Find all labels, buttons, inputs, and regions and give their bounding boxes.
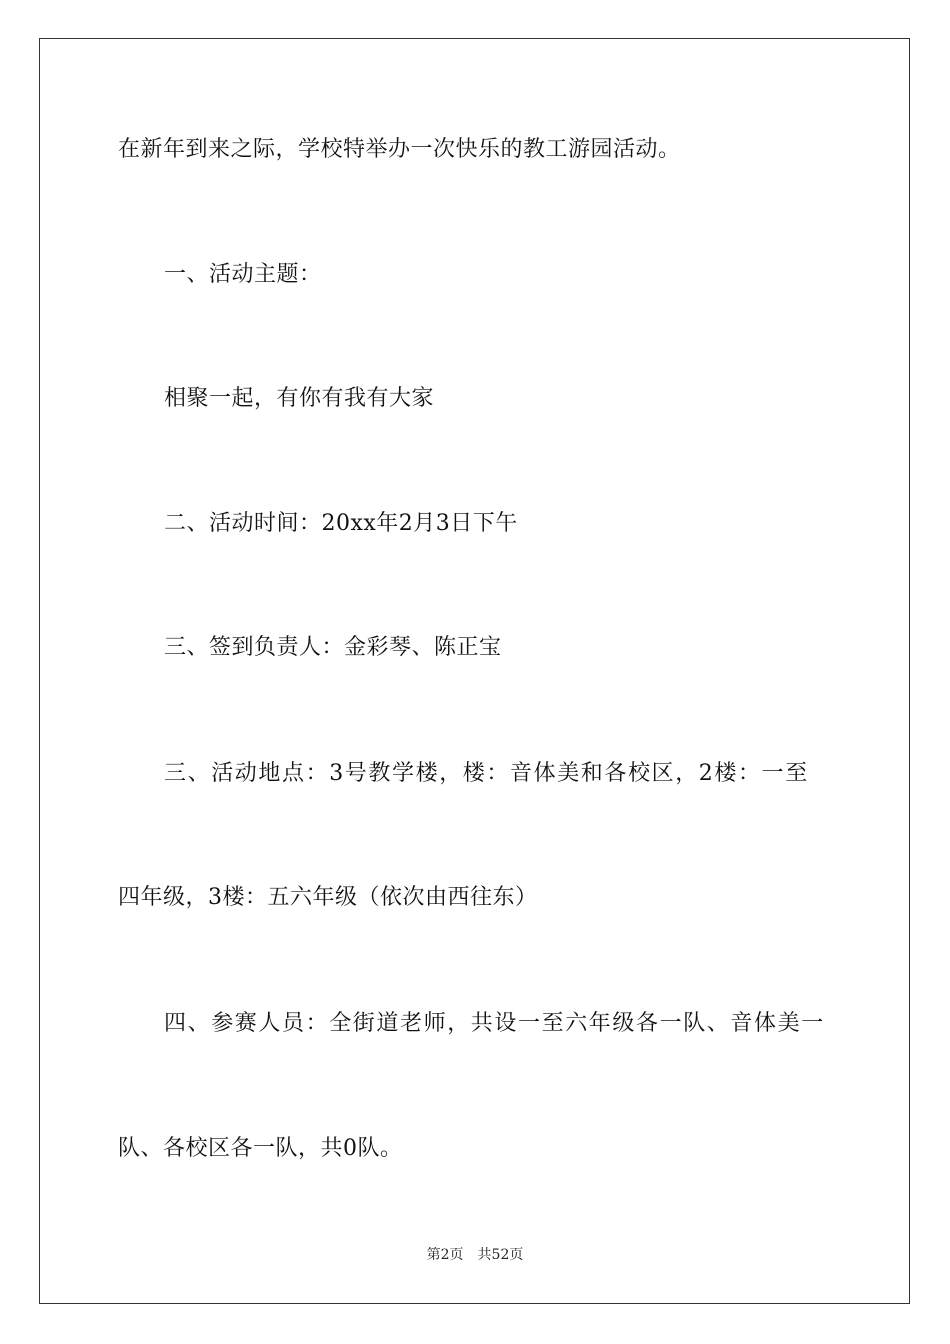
intro-paragraph: 在新年到来之际，学校特举办一次快乐的教工游园活动。 xyxy=(118,137,681,162)
section-signin: 三、签到负责人：金彩琴、陈正宝 xyxy=(164,635,502,660)
page-footer xyxy=(0,1246,950,1264)
section-location-line1: 三、活动地点：3号教学楼，楼：音体美和各校区，2楼：一至 xyxy=(164,761,809,786)
theme-text: 相聚一起，有你有我有大家 xyxy=(164,386,435,411)
page-border xyxy=(39,38,910,1304)
section-participants-line2: 队、各校区各一队，共0队。 xyxy=(118,1136,403,1161)
section-time: 二、活动时间：20xx年2月3日下午 xyxy=(164,511,518,536)
section-participants-line1: 四、参赛人员：全街道老师，共设一至六年级各一队、音体美一 xyxy=(164,1011,825,1036)
section-theme-heading: 一、活动主题： xyxy=(164,262,322,287)
section-location-line2: 四年级，3楼：五六年级（依次由西往东） xyxy=(118,885,538,910)
total-pages: 共52页 xyxy=(477,1247,524,1263)
page-number: 第2页 xyxy=(426,1247,464,1263)
